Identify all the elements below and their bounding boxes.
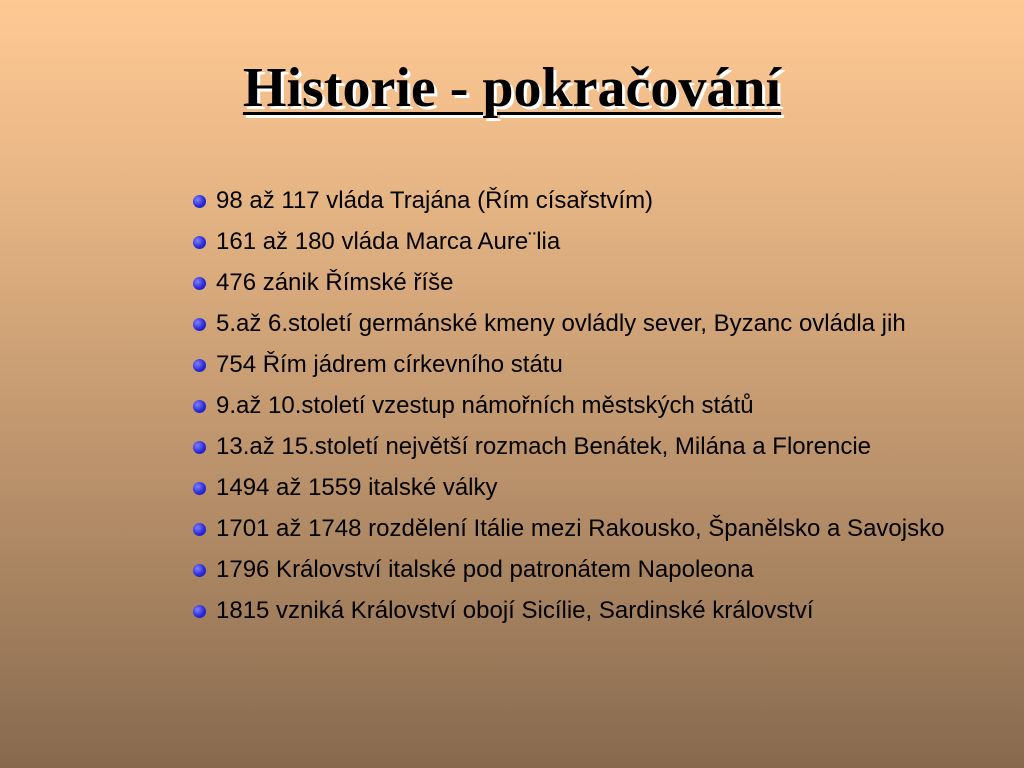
bullet-dot-icon: [193, 605, 206, 618]
bullet-item: [189, 429, 949, 464]
bullet-item: [189, 593, 949, 628]
bullet-list: [189, 183, 949, 634]
bullet-dot-icon: [193, 441, 206, 454]
bullet-item: [189, 470, 949, 505]
bullet-item: [189, 388, 949, 423]
bullet-item: [189, 511, 949, 546]
bullet-dot-icon: [193, 277, 206, 290]
bullet-text: 1815 vzniká Království obojí Sicílie, Sardinské království: [216, 597, 814, 624]
bullet-text: 13.až 15.století největší rozmach Benátek, Milána a Florencie: [216, 433, 872, 460]
bullet-item: [189, 552, 949, 587]
bullet-dot-icon: [193, 564, 206, 577]
slide-title: Historie - pokračování: [242, 57, 782, 119]
bullet-dot-icon: [193, 318, 206, 331]
bullet-text: 9.až 10.století vzestup námořních městských států: [216, 392, 754, 419]
bullet-dot-icon: [193, 236, 206, 249]
bullet-dot-icon: [193, 195, 206, 208]
bullet-text: 161 až 180 vláda Marca Aure¨lia: [216, 228, 561, 255]
bullet-text: 1494 až 1559 italské války: [216, 474, 498, 501]
bullet-text: 1796 Království italské pod patronátem Napoleona: [216, 556, 754, 583]
bullet-item: [189, 306, 949, 341]
bullet-dot-icon: [193, 400, 206, 413]
bullet-dot-icon: [193, 359, 206, 372]
bullet-text: 98 až 117 vláda Trajána (Řím císařstvím): [216, 187, 654, 214]
bullet-item: [189, 183, 949, 218]
bullet-text: 754 Řím jádrem církevního státu: [216, 351, 563, 378]
bullet-text: 5.až 6.století germánské kmeny ovládly sever, Byzanc ovládla jih: [216, 310, 906, 337]
bullet-text: 1701 až 1748 rozdělení Itálie mezi Rakousko, Španělsko a Savojsko: [216, 515, 945, 542]
bullet-dot-icon: [193, 482, 206, 495]
bullet-text: 476 zánik Římské říše: [216, 269, 454, 296]
bullet-item: [189, 265, 949, 300]
bullet-dot-icon: [193, 523, 206, 536]
bullet-item: [189, 347, 949, 382]
bullet-item: [189, 224, 949, 259]
